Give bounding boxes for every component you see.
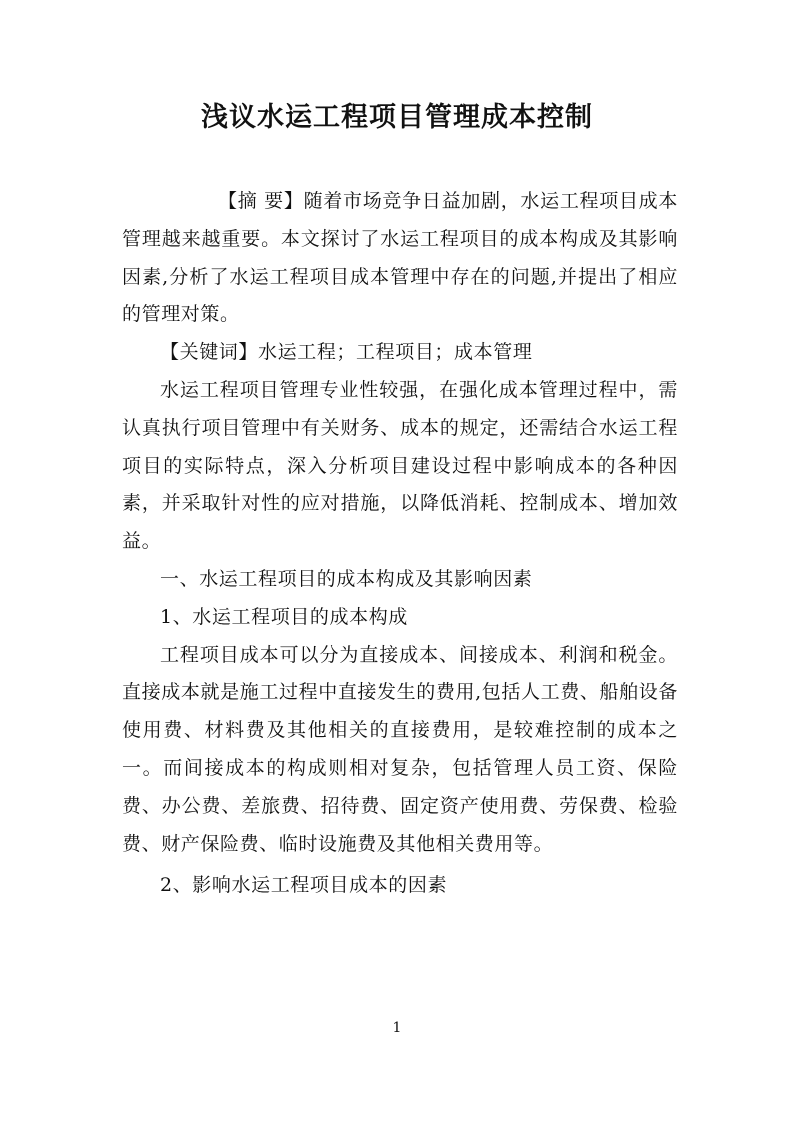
document-body (122, 183, 678, 905)
keywords-label: 【关键词】 (160, 341, 259, 364)
body-paragraph: 工程项目成本可以分为直接成本、间接成本、利润和税金。直接成本就是施工过程中直接发生的费用,包括人工费、船舶设备使用费、材料费及其他相关的直接费用，是较难控制的成本之一。而间接成本的构成则相对复杂，包括管理人员工资、保险费、办公费、差旅费、招待费、固定资产使用费、劳保费、检验费、财产保险费、临时设施费及其他相关费用等。 (122, 643, 678, 855)
keywords-text: 水运工程；工程项目；成本管理 (258, 341, 533, 364)
abstract-label: 【摘 要】 (218, 190, 304, 212)
subsection-heading: 2、影响水运工程项目成本的因素 (160, 874, 448, 897)
intro-paragraph: 水运工程项目管理专业性较强，在强化成本管理过程中，需认真执行项目管理中有关财务、成本的规定，还需结合水运工程项目的实际特点，深入分析项目建设过程中影响成本的各种因素，并采取针对性的应对措施，以降低消耗、控制成本、增加效益。 (122, 378, 678, 553)
abstract-paragraph (122, 183, 678, 334)
section-heading: 一、水运工程项目的成本构成及其影响因素 (160, 567, 533, 590)
abstract-text: 随着市场竞争日益加剧，水运工程项目成本管理越来越重要。本文探讨了水运工程项目的成本构成及其影响因素,分析了水运工程项目成本管理中存在的问题,并提出了相应的管理对策。 (122, 190, 678, 326)
subsection-heading: 1、水运工程项目的成本构成 (160, 605, 408, 628)
keywords-paragraph (122, 334, 678, 372)
document-title: 浅议水运工程项目管理成本控制 (201, 102, 593, 133)
page-number: 1 (392, 1020, 402, 1036)
